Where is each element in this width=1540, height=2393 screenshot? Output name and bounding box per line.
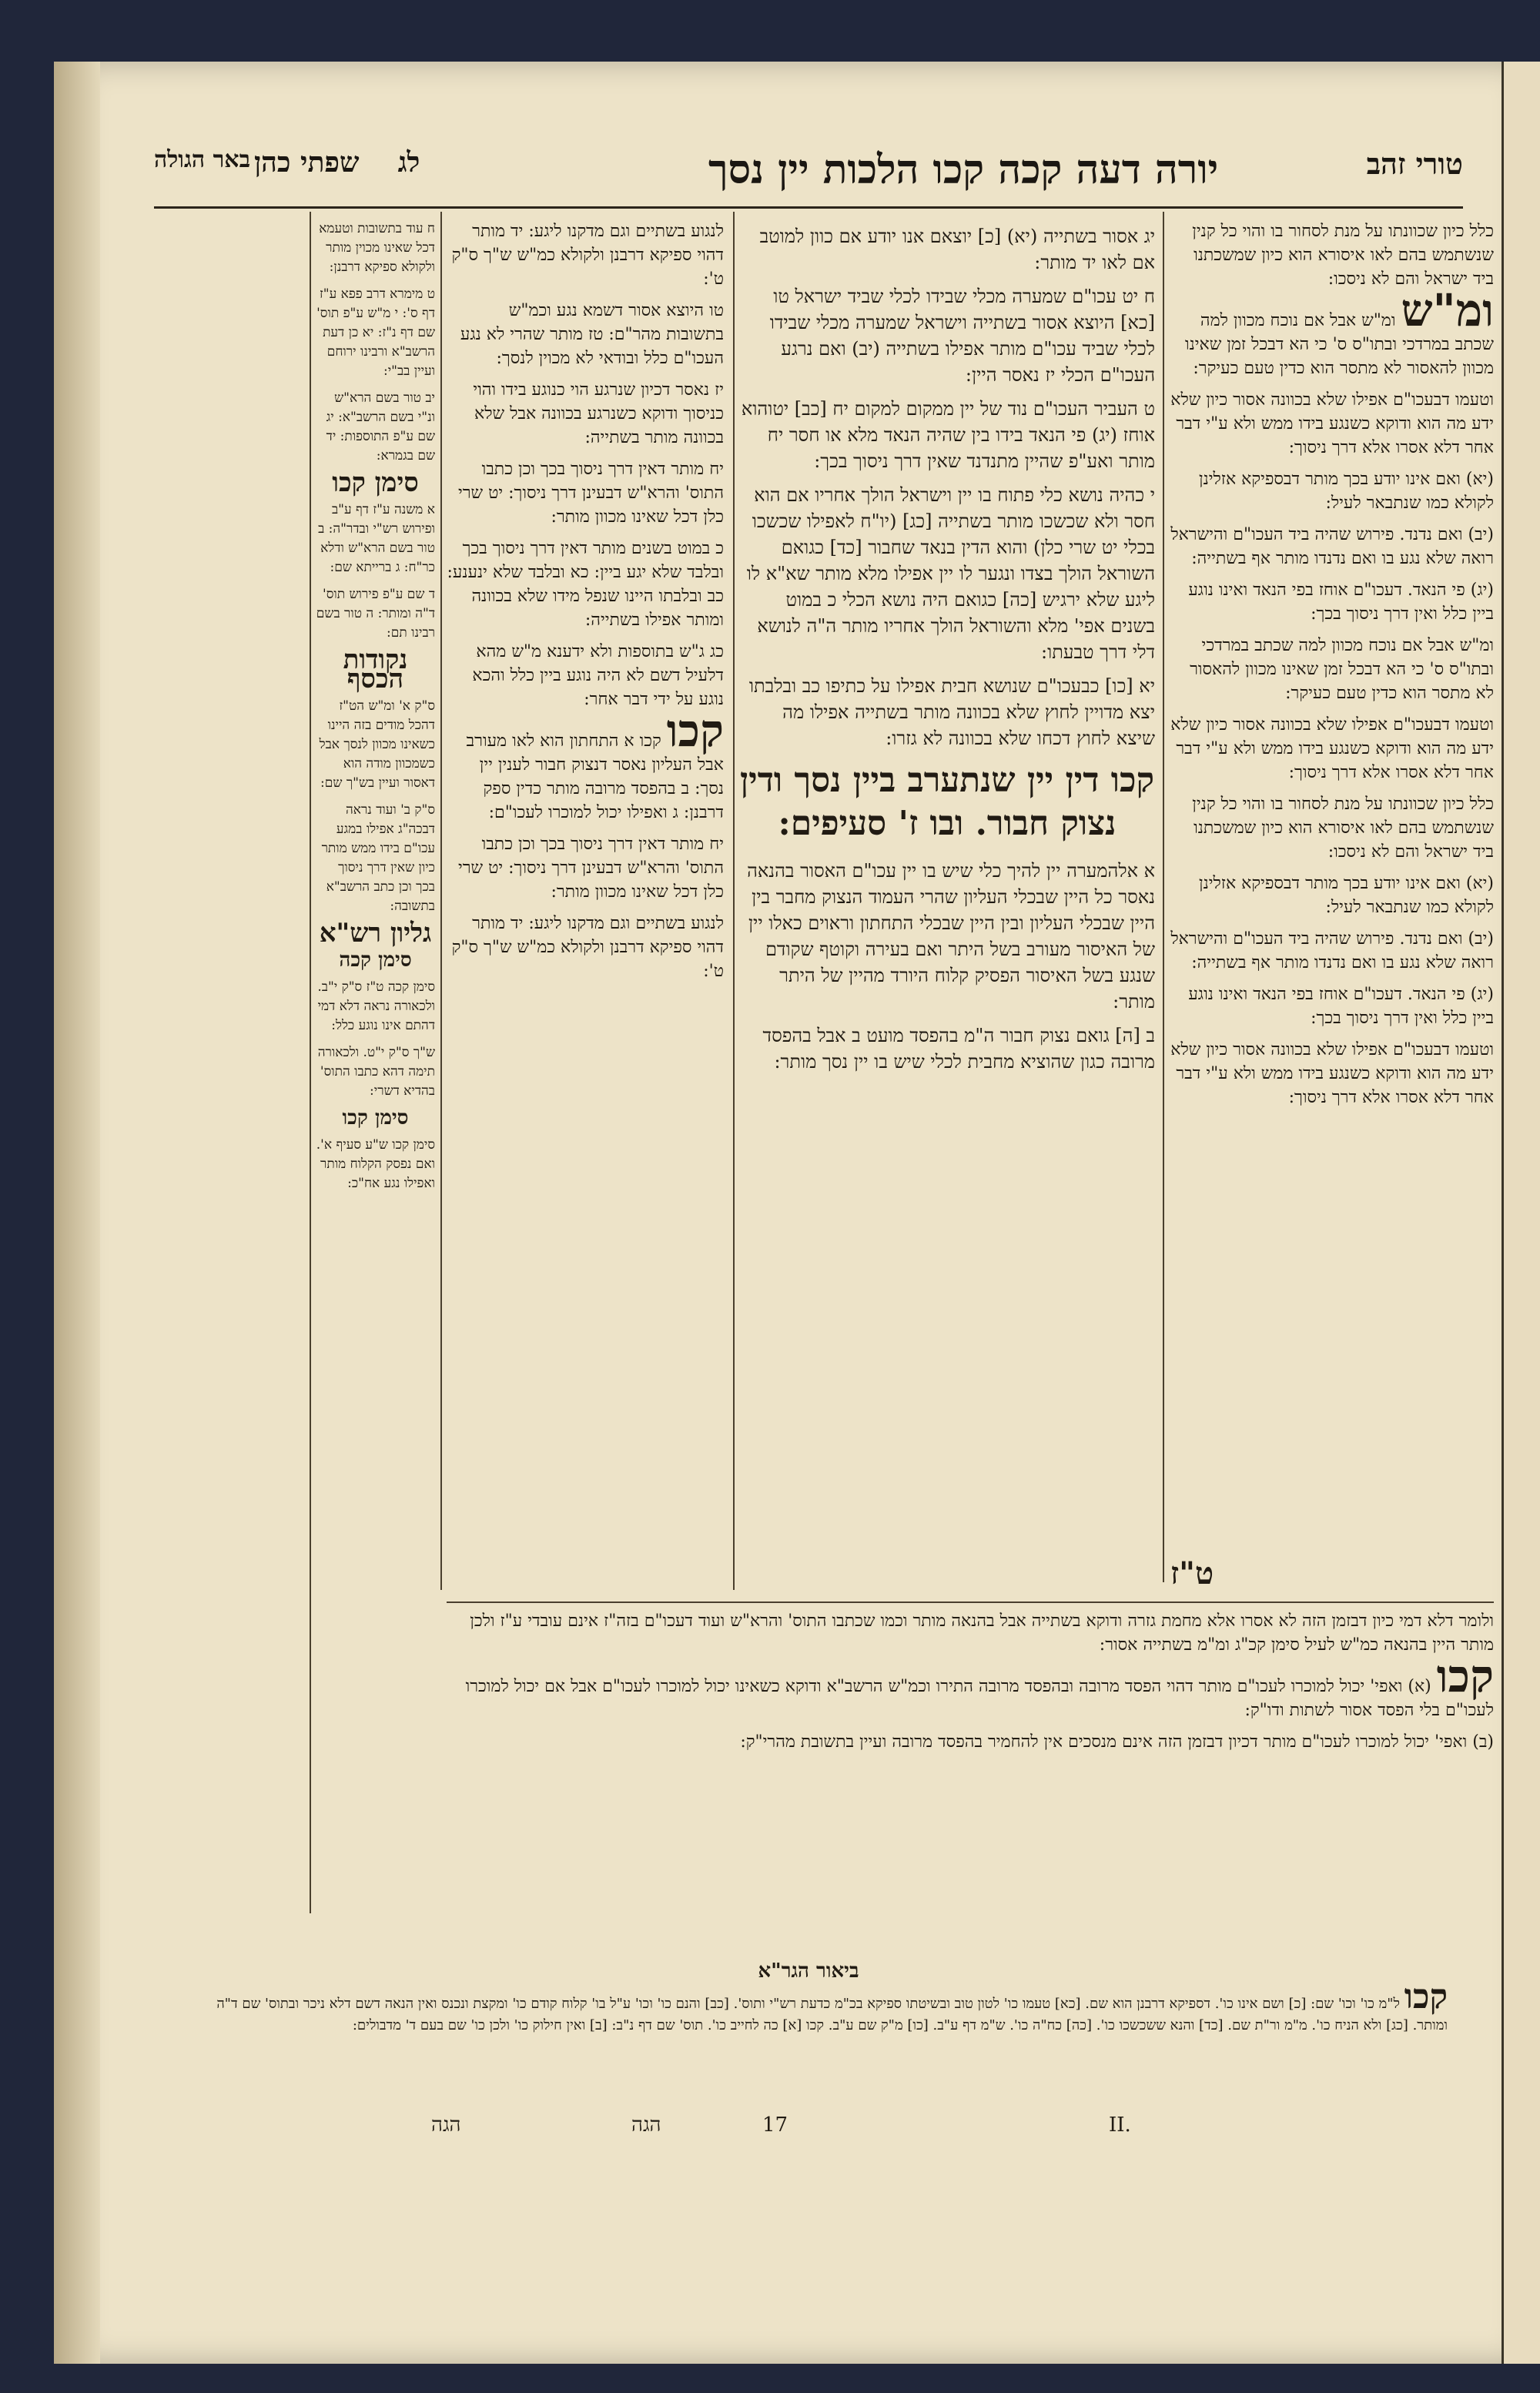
main-paragraph: ח יט עכו"ם שמערה מכלי שבידו לכלי שביד ישראל טו [כא] היוצא אסור בשתייה וישראל שמערה מכלי שבידו לכלי שביד עכו"ם מותר אפילו בשתייה (יב) ואם נרגע העכו"ם הכלי יז נאסר היין: bbox=[769, 286, 1155, 386]
shach-paragraph: טו היוצא אסור דשמא נגע וכמ"ש בתשובות מהר"ם: טז מותר שהרי לא נגע העכו"ם כלל ובודאי לא מכוין לנסך: bbox=[460, 301, 724, 368]
nekudot-heading: נקודות הכסף bbox=[343, 644, 408, 694]
header-shach-label: שפתי כהן bbox=[254, 146, 360, 179]
shach-paragraph: יח מותר דאין דרך ניסוך בכך וכן כתבו התוס' והרא"ש דבעינן דרך ניסוך: יט שרי כלן דכל שאינו מכוון מותר: bbox=[457, 460, 724, 527]
column-divider bbox=[733, 212, 735, 1590]
header-beer-label: באר הגולה bbox=[154, 146, 251, 173]
chapter-heading: קכו דין יין שנתערב ביין נסך ודין נצוק חבור. ובו ז' סעיפים: bbox=[739, 761, 1155, 843]
beer-hagolah-column bbox=[316, 219, 435, 1913]
page-number: 17 bbox=[762, 2114, 788, 2137]
taz-paragraph: (יג) פי הנאד. דעכו"ם אוחז בפי הנאד ואינו נוגע ביין כלל ואין דרך ניסוך בכך: bbox=[1188, 985, 1494, 1028]
main-paragraph: ב [ה] גואם נצוק חבור ה"מ בהפסד מועט ב אבל בהפסד מרובה כגון שהוציא מחבית לכלי שיש בו יין נסך מותר: bbox=[762, 1025, 1155, 1073]
gilyon-paragraph: סימן קכו ש"ע סעיף א'. ואם נפסק הקלוח מותר ואפילו נגע אח"כ: bbox=[316, 1137, 435, 1191]
header-left-label bbox=[254, 146, 420, 179]
taz-paragraph: ומ"ש אבל אם נוכח מכוון למה שכתב במרדכי ובתו"ס ס' כי הא דבכל זמן שאינו מכוון להאסור לא מתסר הוא כדין טעם כעיקר: bbox=[1190, 636, 1494, 703]
wide-paragraph: ולומר דלא דמי כיון דבזמן הזה לא אסרו אלא מחמת גזרה ודוקא בשתייה אבל בהנאה מותר וכמו שכתבו התוס' והרא"ש ועוד דעכו"ם בזה"ז אינם עובדי ע"ז ולכן מותר היין בהנאה כמ"ש לעיל סימן קכ"ג ומ"מ בשתייה אסור: bbox=[470, 1612, 1494, 1655]
column-divider bbox=[310, 212, 311, 1913]
wide-paragraph: (ב) ואפי' יכול למוכרו לעכו"ם מותר דכיון דבזמן הזה אינם מנסכים אין להחמיר בהפסד מרובה ועיין בתשובת מהרי"ק: bbox=[740, 1732, 1494, 1752]
siman-kav-heading: סימן קכו bbox=[332, 467, 419, 498]
column-divider bbox=[440, 212, 442, 1590]
shach-paragraph: יח מותר דאין דרך ניסוך בכך וכן כתבו התוס' והרא"ש דבעינן דרך ניסוך: יט שרי כלן דכל שאינו מכוון מותר: bbox=[457, 835, 724, 902]
shach-big-kav: קכו bbox=[666, 705, 724, 757]
signature-numeral: II. bbox=[1109, 2114, 1131, 2137]
taz-big-letters: ומ"ש bbox=[1401, 284, 1494, 336]
nekudot-paragraph: ס"ק א' ומ"ש הט"ז דהכל מודים בזה היינו כשאינו מכוון לנסך אבל כשמכוון מודה הוא דאסור ועיין בש"ך שם: bbox=[319, 698, 435, 791]
main-text-column bbox=[739, 223, 1155, 1609]
footer-catchword: הגה bbox=[431, 2114, 461, 2137]
taz-paragraph: כלל כיון שכוונתו על מנת לסחור בו והוי כל קנין שנשתמש בהם לאו איסורא הוא כיון שמשכתנו ביד ישראל והם לא ניסכו: bbox=[1192, 795, 1494, 862]
beer-paragraph: א משנה ע"ז דף ע"ב ופירוש רש"י ובדר"ה: ב טור בשם הרא"ש ודלא כר"ח: ג ברייתא שם: bbox=[318, 502, 435, 575]
beer-paragraph: ט מימרא דרב פפא ע"ז דף ס': י מ"ש ע"פ תוס' שם דף נ"ז: יא כן דעת הרשב"א ורבינו ירוחם ועיין בב"י: bbox=[316, 286, 435, 379]
taz-continuation bbox=[447, 1609, 1494, 1948]
notes-big-kav: קכו bbox=[1404, 1977, 1448, 2016]
taz-paragraph: וטעמו דבעכו"ם אפילו שלא בכוונה אסור כיון שלא ידע מה הוא ודוקא כשנגע בידו ממש ולא ע"י דבר אחר דלא אסרו אלא דרך ניסוך: bbox=[1170, 390, 1494, 457]
main-paragraph: יג אסור בשתייה (יא) [כ] יוצאם אנו יודע אם כוון למוטב אם לאו יד מותר: bbox=[759, 226, 1155, 273]
header-title: יורה דעה קכה קכו הלכות יין נסך bbox=[708, 146, 1219, 193]
beer-paragraph: ח עוד בתשובות וטעמא דכל שאינו מכוין מותר ולקולא ספיקא דרבנן: bbox=[319, 221, 435, 275]
header-rule bbox=[154, 206, 1463, 209]
taz-paragraph: (יב) ואם נדנד. פירוש שהיה ביד העכו"ם והישראל רואה שלא נגע בו ואם נדנדו מותר אף בשתייה: bbox=[1170, 929, 1494, 972]
gilyon-heading: גליון רש"א bbox=[319, 918, 432, 949]
biur-hagra-heading: ביאור הגר"א bbox=[758, 1960, 859, 1983]
header-page-number: לג bbox=[397, 146, 420, 179]
section-rule bbox=[447, 1601, 1494, 1603]
taz-column bbox=[1170, 219, 1494, 1582]
shach-paragraph: יז נאסר דכיון שנרגע הוי כנוגע בידו והוי כניסוך ודוקא כשנרגע בכוונה אבל שלא בכוונה מותר בשתייה: bbox=[473, 380, 724, 447]
notes-text: ל"מ כו' וכו' שם: [כ] ושם אינו כו'. דספיקא דרבנן הוא שם. [כא] טעמו כו' לטון טוב ובשיטתו ספיקא בכ"מ כדעת רש"י ותוס'. [כב] והנם כו' וכו' ע"ל בו' קלוח קודם כו' ומקצת ונכנס ואין הנאה דשם דלא ניכר ובתוס' שם ד"ה ומותר. [כג] ולא הניח כו'. מ"מ ור"ת שם. [כד] והנא ששכשכו כו'. [כה] כח"ה כו'. ש"מ דף ע"ב. [כו] מ"ק שם ע"ב. קכו [א] כה לחייב כו'. תוס' שם דף נ"ב: [ב] ואין חילוק כו' ולכן כו' שם בעם ד' מדבולים: bbox=[216, 1996, 1448, 2033]
shach-paragraph: כג ג"ש בתוספות ולא ידענא מ"ש מהא דלעיל דשם לא היה נוגע ביין כלל והכא נוגע על ידי דבר אחר: bbox=[472, 642, 724, 709]
facing-page-edge bbox=[1502, 62, 1540, 2364]
gilyon-paragraph: ש"ך ס"ק י"ט. ולכאורה תימה דהא כתבו התוס' בהדיא דשרי: bbox=[317, 1045, 435, 1099]
taz-paragraph: וטעמו דבעכו"ם אפילו שלא בכוונה אסור כיון שלא ידע מה הוא ודוקא כשנגע בידו ממש ולא ע"י דבר אחר דלא אסרו אלא דרך ניסוך: bbox=[1170, 1040, 1494, 1107]
shach-paragraph: לנגוע בשתיים וגם מדקנו ליגע: יד מותר דהוי ספיקא דרבנן ולקולא כמ"ש ש"ך ס"ק ט': bbox=[451, 914, 724, 981]
beer-paragraph: יב טור בשם הרא"ש ונ"י בשם הרשב"א: יג שם ע"פ התוספות: יד שם בגמרא: bbox=[326, 390, 435, 464]
main-paragraph: י כהיה נושא כלי פתוח בו יין וישראל הולך אחריו אם הוא חסר ולא שכשכו מותר בשתייה [כג] (יו"ח לאפילו שכשכו בכלי יט שרי כלן) והוא הדין בנאד שחבור [כד] כגואם השוראל הולך בצדו ונגער לו יין אפילו מלא מותר שא"א לו ליגע שלא ירגיש [כה] כגואם היה נושא הכלי כ במוט בשנים אפי' מלא והשוראל הולך אחריו מותר ה"ה לנושא דלי דרך טבעתו: bbox=[746, 484, 1155, 663]
taz-paragraph: ומ"ש ומ"ש אבל אם נוכח מכוון למה שכתב במרדכי ובתו"ס ס' כי הא דבכל זמן שאינו מכוון להאסור לא מתסר הוא כדין טעם כעיקר: bbox=[1184, 284, 1494, 378]
siman-kah-heading: סימן קכה bbox=[339, 949, 412, 972]
main-paragraph: ט העביר העכו"ם נוד של יין ממקום למקום יח [כב] יטוהוא אוחז (יג) פי הנאד בידו בין שהיה הנאד מלא או חסר יח מותר ואע"פ שהיין מתנדנד שאין דרך ניסוך בכך: bbox=[741, 398, 1155, 472]
taz-paragraph: וטעמו דבעכו"ם אפילו שלא בכוונה אסור כיון שלא ידע מה הוא ודוקא כשנגע בידו ממש ולא ע"י דבר אחר דלא אסרו אלא דרך ניסוך: bbox=[1170, 715, 1494, 782]
page-edges bbox=[54, 62, 100, 2364]
taz-marker: ט"ז bbox=[1170, 1555, 1214, 1591]
column-divider bbox=[1163, 212, 1164, 1582]
taz-paragraph: (יא) ואם אינו יודע בכך מותר דבספיקא אזלינן לקולא כמו שנתבאר לעיל: bbox=[1198, 470, 1494, 513]
footer-catchword-2: הגה bbox=[631, 2114, 661, 2137]
siman-kav-heading-2: סימן קכו bbox=[342, 1106, 409, 1130]
shach-column bbox=[447, 219, 724, 1598]
taz-paragraph: כלל כיון שכוונתו על מנת לסחור בו והוי כל קנין שנשתמש בהם לאו איסורא הוא כיון שמשכתנו ביד ישראל והם לא ניסכו: bbox=[1192, 222, 1494, 289]
biur-hagra-notes bbox=[216, 1977, 1448, 2037]
shach-paragraph: לנגוע בשתיים וגם מדקנו ליגע: יד מותר דהוי ספיקא דרבנן ולקולא כמ"ש ש"ך ס"ק ט': bbox=[451, 222, 724, 289]
taz-paragraph: (יב) ואם נדנד. פירוש שהיה ביד העכו"ם והישראל רואה שלא נגע בו ואם נדנדו מותר אף בשתייה: bbox=[1170, 525, 1494, 568]
beer-paragraph: ד שם ע"פ פירוש תוס' ד"ה ומותר: ה טור בשם רבינו תם: bbox=[316, 587, 435, 641]
running-header bbox=[154, 146, 1463, 208]
taz-paragraph: (יא) ואם אינו יודע בכך מותר דבספיקא אזלינן לקולא כמו שנתבאר לעיל: bbox=[1198, 874, 1494, 917]
shach-paragraph: כ במוט בשנים מותר דאין דרך ניסוך בכך ובלבד שלא יגע ביין: כא ובלבד שלא ינענע: כב ובלבתו היינו שנפל מידו שלא בכוונה ומותר אפילו בשתייה: bbox=[447, 539, 724, 630]
wide-paragraph: קכו (א) ואפי' יכול למוכרו לעכו"ם מותר דהוי הפסד מרובה ובהפסד מרובה התירו וכמ"ש הרשב"א ודוקא כשאינו יכול למוכרו לעכו"ם אבל אם יכול למוכרו לעכו"ם בלי הפסד אסור לשתות ודו"ק: bbox=[465, 1650, 1494, 1720]
taz-paragraph: (יג) פי הנאד. דעכו"ם אוחז בפי הנאד ואינו נוגע ביין כלל ואין דרך ניסוך בכך: bbox=[1188, 581, 1494, 624]
gilyon-paragraph: סימן קכה ט"ז ס"ק י"ב. ולכאורה נראה דלא דמי דהתם אינו נוגע כלל: bbox=[317, 979, 435, 1033]
main-paragraph: יא [כו] כבעכו"ם שנושא חבית אפילו על כתיפו כב ובלבתו יצא מדויין לחוץ שלא בכוונה מותר בשתייה אפילו מה שיצא לחוץ דכחו שלא בכוונה לא גזרו: bbox=[748, 675, 1155, 749]
shach-paragraph: קכו קכו א התחתון הוא לאו מעורב אבל העליון נאסר דנצוק חבור לענין יין נסך: ב בהפסד מרובה מותר כדין ספק דרבנן: ג ואפילו יכול למוכרו לעכו"ם: bbox=[466, 705, 724, 822]
header-right-label: טורי זהב bbox=[1366, 146, 1463, 181]
nekudot-paragraph: ס"ק ב' ועוד נראה דבכה"ג אפילו במגע עכו"ם בידו ממש מותר כיון שאין דרך ניסוך בכך וכן כתב הרשב"א בתשובה: bbox=[321, 802, 435, 914]
wide-big-kav: קכו bbox=[1436, 1650, 1494, 1702]
main-paragraph: א אלהמערה יין להיך כלי שיש בו יין עכו"ם האסור בהנאה נאסר כל היין שבכלי העליון שהרי העמוד הנצוק מחבר בין היין שבכלי העליון ובין היין שבכלי התחתון וראוים כאלו יין של האיסור מעורב בשל היתר ואם בעירה וקוטף שקודם שנגע בשל האיסור הפסיק קלוח היורד מהיין של היתר מותר: bbox=[747, 860, 1155, 1012]
